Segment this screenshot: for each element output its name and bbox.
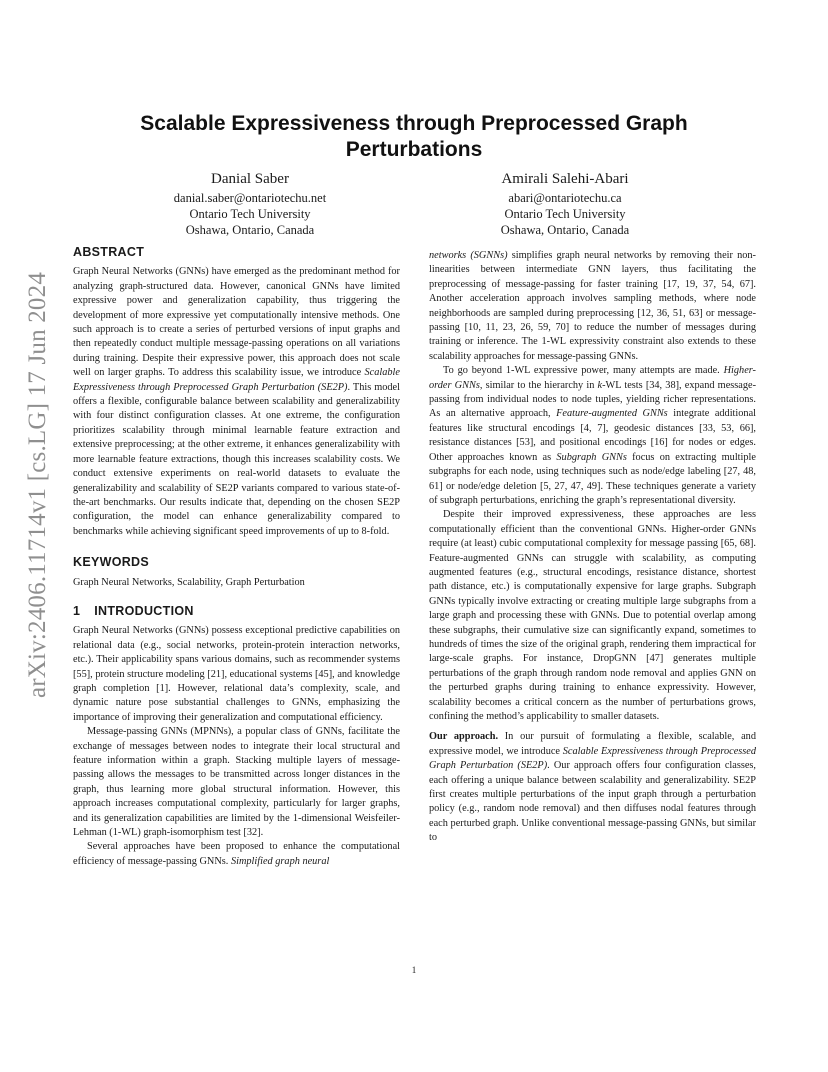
emphasis-text: Scalable Expressiveness through Preprocessed Graph Perturbation (SE2P) <box>429 745 757 772</box>
right-column <box>429 249 756 846</box>
paragraph-text: -WL tests [34, 38], expand message-passing from individual nodes to node tuples, yielding richer representations. As an alternative approach, <box>429 379 756 420</box>
abstract-paragraph <box>73 265 400 539</box>
emphasis-text: k <box>597 379 603 391</box>
abstract-model-name: Scalable Expressiveness through Preprocessed Graph Perturbation (SE2P) <box>73 367 400 393</box>
intro-paragraph-1: Graph Neural Networks (GNNs) possess exceptional predictive capabilities on relational data (e.g., social networks, protein-protein interaction networks, etc.). Their applicability spans various domains, such as recommender systems [55], protein structure modeling [21], educational systems [45], and knowledge graph completion [1]. However, relational data’s complexity, scale, and dynamic nature pose substantial challenges to GNNs, emphasizing the importance of improving their generalization and computational efficiency. <box>73 625 400 723</box>
emphasis-text: Higher-order GNNs <box>429 365 756 391</box>
abstract-heading: ABSTRACT <box>73 245 145 259</box>
intro-paragraph-3-continued <box>429 249 756 364</box>
author-affiliation: Ontario Tech University <box>504 207 626 221</box>
author-name: Danial Saber <box>211 171 289 187</box>
intro-paragraph-our-approach <box>429 730 756 845</box>
emphasis-text: Simplified graph neural <box>230 855 330 867</box>
paper-title: Scalable Expressiveness through Preprocessed Graph Perturbations <box>140 112 688 161</box>
author-name: Amirali Salehi-Abari <box>501 171 629 187</box>
arxiv-identifier-stamp <box>20 271 56 699</box>
paragraph-text: Several approaches have been proposed to enhance the computational efficiency of message-passing GNNs. <box>73 841 400 867</box>
paragraph-text: . Our approach offers four configuration classes, each offering a unique balance between scalability and generalizability. SE2P first creates multiple perturbations of the input graph through a perturbation policy (e.g., random node removal) and then diffuses nodal features through each perturbed graph. Unlike conventional message-passing GNNs, but similar to <box>429 760 756 844</box>
author-block-2 <box>445 169 685 238</box>
emphasis-text: Feature-augmented GNNs <box>556 408 668 420</box>
left-column <box>73 245 400 869</box>
author-email: danial.saber@ontariotechu.net <box>173 191 327 205</box>
arxiv-identifier: arXiv:2406.11714v1 [cs.LG] 17 Jun 2024 <box>24 271 51 699</box>
paragraph-text: In our pursuit of formulating a flexible, scalable, and expressive model, we introduce <box>429 731 756 757</box>
paragraph-text: simplifies graph neural networks by removing their non-linearities between intermediate GNN layers, thus facilitating the preprocessing of message-passing for faster training [17, 19, 37, 54, 67]. Another acceleration approach involves sampling methods, where node neighborhoods are sampled during preprocessing [12, 36, 51, 63] or message-passing [10, 11, 23, 26, 59, 70] to reduce the number of messages during training or inference. The 1-WL expressivity constraint also extends to these scalability approaches for message-passing GNNs. <box>429 250 756 362</box>
abstract-text-continued: . This model offers a flexible, configurable balance between scalability and generalizability with four distinct configuration classes. At one extreme, the configuration prioritizes scalability through minimal learnable feature extraction and extensive preprocessing; at the other extreme, it enhances generalizability with more learnable feature extractions, though this increases scalability costs. We conduct extensive experiments on real-world datasets to evaluate the generalizability and scalability of SE2P variants compared to various state-of-the-art benchmarks. Our results indicate that, depending on the chosen SE2P configuration, the model can enhance generalizability compared to benchmarks while achieving significant speed improvements of up to 8-fold. <box>73 381 400 537</box>
author-email: abari@ontariotechu.ca <box>508 191 622 205</box>
author-block-1 <box>130 169 370 238</box>
introduction-heading <box>73 604 400 618</box>
intro-paragraph-2: Message-passing GNNs (MPNNs), a popular class of GNNs, facilitate the exchange of messages between nodes to integrate their local structural and feature information within a graph. Stacking multiple layers of message-passing allows the messages to be transmitted across longer distances in the graph, thus learning more global structural information. However, this approach increases computational complexity, particularly for larger graphs, and its generalization capabilities are limited by the 1-dimensional Weisfeiler-Lehman (1-WL) graph-isomorphism test [32]. <box>73 726 400 839</box>
keywords-text: Graph Neural Networks, Scalability, Graph Perturbation <box>73 576 305 588</box>
intro-paragraph-3 <box>73 840 400 869</box>
emphasis-text: Subgraph GNNs <box>556 451 627 463</box>
paragraph-text: , similar to the hierarchy in <box>479 379 598 391</box>
run-in-heading: Our approach. <box>429 731 499 743</box>
keywords-heading: KEYWORDS <box>73 555 150 570</box>
section-number: 1 <box>73 603 81 618</box>
page-number: 1 <box>411 965 417 975</box>
author-location: Oshawa, Ontario, Canada <box>185 223 315 237</box>
intro-paragraph-4 <box>429 364 756 508</box>
paragraph-text: integrate additional features like structural encodings [4, 7], geodesic distances [33, 53, 66], resistance distances [53], and positional encodings [16] for nodes or edges. Other approaches known as <box>429 408 757 463</box>
paragraph-text: To go beyond 1-WL expressive power, many attempts are made. <box>443 365 724 377</box>
paragraph-text: focus on extracting multiple subgraphs for each node, using techniques such as node/edge labeling [27, 48, 61] or node/edge deletion [5, 27, 47, 49]. These techniques generate a variety of subgraph perturbations, enriching the graph’s representational diversity. <box>429 451 756 506</box>
emphasis-text: networks (SGNNs) <box>429 250 508 261</box>
section-title: INTRODUCTION <box>94 603 194 618</box>
intro-paragraph-5: Despite their improved expressiveness, these approaches are less computationally efficient than the conventional GNNs. Higher-order GNNs require (at least) cubic computational complexity for message passing [65, 68]. Feature-augmented GNNs can struggle with scalability, as computing augmented features (e.g., structural encodings, resistance distance, shortest path distance, etc.) is computationally expensive for large graphs. Subgraph GNNs typically involve extracting or creating multiple large subgraphs from a large graph and processing these with GNNs. Due to potential overlap among these subgraphs, their cumulative size can significantly expand, sometimes to hundreds of times the size of the original graph, rendering them impractical for large-scale graphs. For instance, DropGNN [47] generates multiple perturbations of the graph through random node removal and applies GNN on the perturbed graphs during training to enhance expressivity. However, scalability becomes a critical concern as the number of perturbations grows, confining the method’s applicability to smaller datasets. <box>429 509 756 722</box>
author-affiliation: Ontario Tech University <box>189 207 311 221</box>
abstract-text: Graph Neural Networks (GNNs) have emerged as the predominant method for analyzing graph-structured data. However, canonical GNNs have limited expressive power and generalization capability, thus triggering the development of more expressive yet computationally intensive methods. One such approach is to create a series of perturbed versions of input graphs and then repeatedly conduct multiple message-passing operations on all variations during training. Despite their expressive power, this approach does not scale well on larger graphs. To address this scalability issue, we introduce <box>73 266 400 379</box>
author-location: Oshawa, Ontario, Canada <box>500 223 630 237</box>
